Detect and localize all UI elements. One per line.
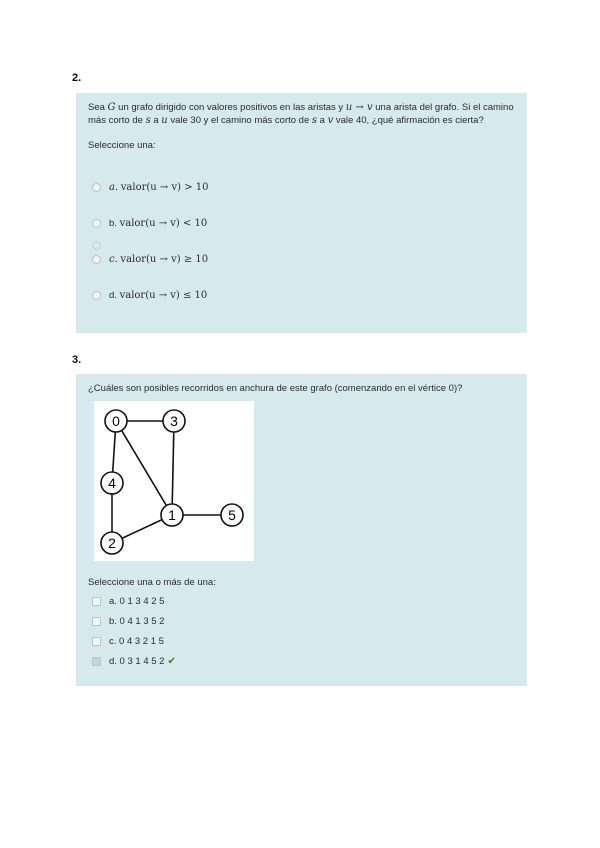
graph-node-3	[163, 410, 185, 432]
checkbox[interactable]	[92, 597, 101, 606]
q3-option-d[interactable]: d. 0 3 1 4 5 2 ✔	[92, 655, 176, 668]
radio-selected-indicator	[92, 241, 101, 250]
checkbox-checked[interactable]	[92, 657, 101, 666]
graph-node-0	[105, 410, 127, 432]
q2-option-c-selected-marker	[92, 241, 109, 250]
svg-text:0: 0	[112, 413, 120, 429]
question-3-box	[76, 374, 527, 686]
question-3-text: ¿Cuáles son posibles recorridos en anchura de este grafo (comenzando en el vértice 0)?	[88, 383, 463, 394]
question-3-prompt: Seleccione una o más de una:	[88, 577, 216, 588]
q3-option-b[interactable]: b. 0 4 1 3 5 2	[92, 615, 164, 628]
svg-text:2: 2	[108, 535, 116, 551]
edge-3-1	[172, 421, 174, 515]
checkmark-icon: ✔	[167, 656, 176, 667]
radio-button[interactable]	[92, 219, 101, 228]
q2-option-a[interactable]: a. valor(u → v) > 10	[92, 181, 208, 194]
radio-button[interactable]	[92, 291, 101, 300]
graph-node-5	[221, 504, 243, 526]
q2-option-d[interactable]: d. valor(u → v) ≤ 10	[92, 289, 207, 302]
question-2-text: Sea G un grafo dirigido con valores positivos en las aristas y u → v una arista del grafo. Si el camino más corto de s a u vale 30 y el camino más corto de s a v vale 40, ¿qué afirmación es cierta?	[88, 102, 514, 126]
graph-node-2	[101, 532, 123, 554]
graph-figure	[94, 401, 254, 561]
svg-text:5: 5	[228, 507, 236, 523]
svg-text:4: 4	[108, 475, 116, 491]
q3-option-a[interactable]: a. 0 1 3 4 2 5	[92, 595, 164, 608]
graph-node-1	[161, 504, 183, 526]
svg-text:1: 1	[168, 507, 176, 523]
q2-option-b[interactable]: b. valor(u → v) < 10	[92, 217, 207, 230]
question-3-number: 3.	[72, 354, 82, 366]
question-2-box	[76, 93, 527, 333]
svg-text:3: 3	[170, 413, 178, 429]
q2-option-c[interactable]: c. valor(u → v) ≥ 10	[92, 253, 208, 266]
edge-0-1	[116, 421, 172, 515]
radio-button[interactable]	[92, 183, 101, 192]
question-2-prompt: Seleccione una:	[88, 140, 156, 151]
graph-node-4	[101, 472, 123, 494]
radio-button[interactable]	[92, 255, 101, 264]
question-2-number: 2.	[72, 72, 82, 84]
checkbox[interactable]	[92, 617, 101, 626]
checkbox[interactable]	[92, 637, 101, 646]
q3-option-c[interactable]: c. 0 4 3 2 1 5	[92, 635, 164, 648]
